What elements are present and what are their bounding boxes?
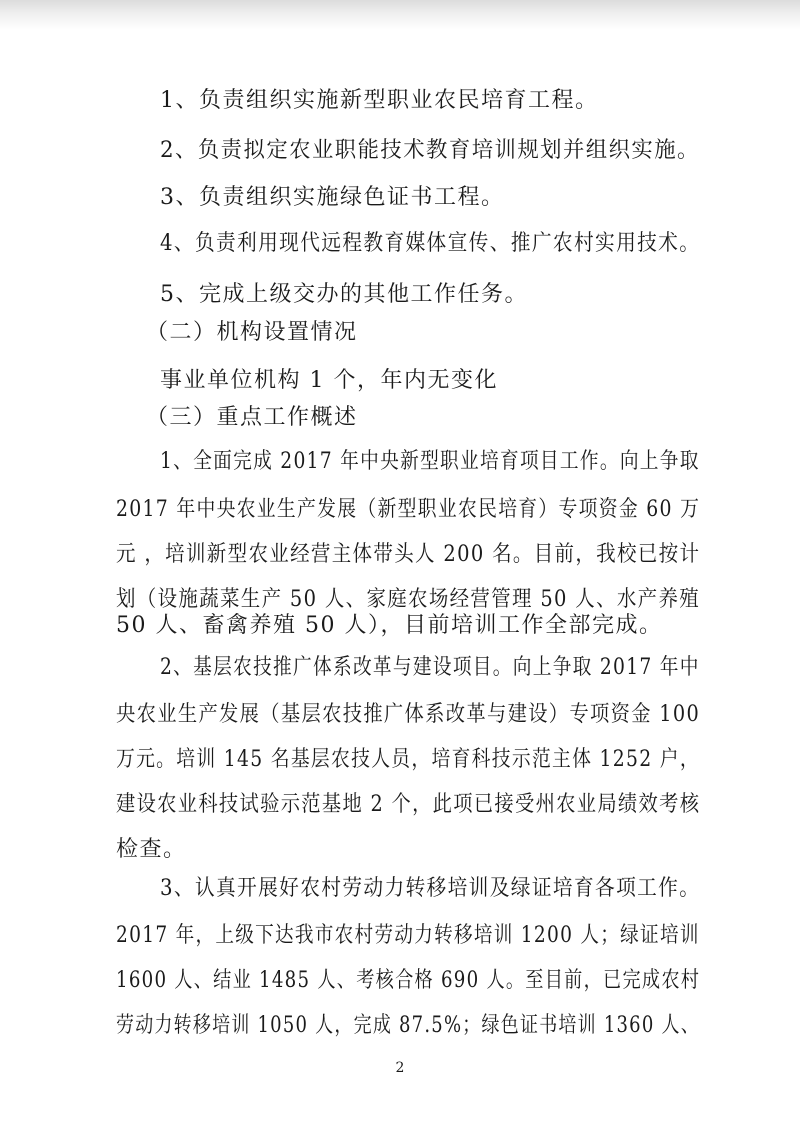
text-line: 建设农业科技试验示范基地 2 个，此项已接受州农业局绩效考核 (116, 792, 701, 817)
text-line: 2017 年，上级下达我市农村劳动力转移培训 1200 人；绿证培训 (116, 923, 700, 948)
text-line: 检查。 (116, 837, 187, 862)
text-line: 1600 人、结业 1485 人、考核合格 690 人。至目前，已完成农村 (116, 968, 701, 993)
text-line: 50 人、畜禽养殖 50 人），目前培训工作全部完成。 (116, 613, 663, 638)
section-heading: （二）机构设置情况 (146, 320, 358, 345)
text-line: 1、负责组织实施新型职业农民培育工程。 (160, 88, 599, 113)
text-line: 元 ，培训新型农业经营主体带头人 200 名。目前，我校已按计 (116, 542, 701, 567)
text-line: 央农业生产发展（基层农技推广体系改革与建设）专项资金 100 (116, 702, 701, 727)
text-line: 劳动力转移培训 1050 人，完成 87.5%；绿色证书培训 1360 人、 (116, 1013, 700, 1038)
text-line: 事业单位机构 1 个，年内无变化 (160, 368, 498, 393)
text-line: 2、负责拟定农业职能技术教育培训规划并组织实施。 (160, 138, 700, 163)
text-line: 3、认真开展好农村劳动力转移培训及绿证培育各项工作。 (160, 876, 701, 901)
section-heading: （三）重点工作概述 (146, 405, 358, 430)
text-line: 3、负责组织实施绿色证书工程。 (160, 185, 505, 210)
text-line: 2、基层农技推广体系改革与建设项目。向上争取 2017 年中 (160, 655, 700, 680)
page-number: 2 (395, 1060, 405, 1076)
text-line: 划（设施蔬菜生产 50 人、家庭农场经营管理 50 人、水产养殖 (116, 587, 701, 612)
text-line: 5、完成上级交办的其他工作任务。 (160, 282, 528, 307)
text-line: 1、全面完成 2017 年中央新型职业培育项目工作。向上争取 (160, 449, 700, 474)
text-line: 万元。培训 145 名基层农技人员，培育科技示范主体 1252 户， (116, 747, 700, 772)
text-line: 2017 年中央农业生产发展（新型职业农民培育）专项资金 60 万 (116, 497, 701, 522)
text-line: 4、负责利用现代远程教育媒体宣传、推广农村实用技术。 (160, 231, 701, 256)
